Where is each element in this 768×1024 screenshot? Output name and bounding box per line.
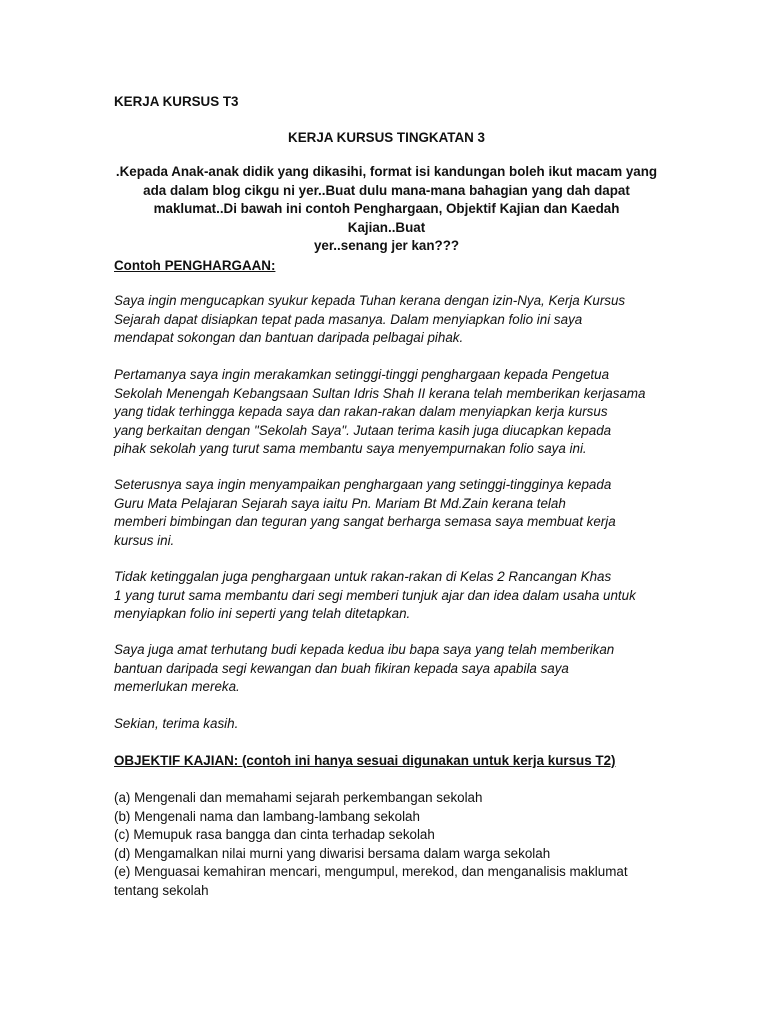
text-line: 1 yang turut sama membantu dari segi memberi tunjuk ajar dan idea dalam usaha untuk: [114, 587, 636, 603]
text-line: Tidak ketinggalan juga penghargaan untuk rakan-rakan di Kelas 2 Rancangan Khas: [114, 569, 612, 584]
penghargaan-heading: Contoh PENGHARGAAN:: [114, 258, 276, 273]
text-line: Sekolah Menengah Kebangsaan Sultan Idris Shah II kerana telah memberikan kerjasama: [114, 385, 646, 401]
main-title: KERJA KURSUS TINGKATAN 3: [288, 130, 485, 145]
text-line: Sejarah dapat disiapkan tepat pada masanya. Dalam menyiapkan folio ini saya: [114, 311, 583, 327]
text-line: kursus ini.: [114, 532, 175, 548]
text-line: Saya ingin mengucapkan syukur kepada Tuhan kerana dengan izin-Nya, Kerja Kursus: [114, 293, 626, 308]
text-line: Guru Mata Pelajaran Sejarah saya iaitu Pn. Mariam Bt Md.Zain kerana telah: [114, 495, 566, 511]
text-line: yang berkaitan dengan "Sekolah Saya". Jutaan terima kasih juga diucapkan kepada: [114, 422, 612, 438]
intro-line: ada dalam blog cikgu ni yer..Buat dulu mana-mana bahagian yang dah dapat: [143, 182, 630, 198]
penghargaan-paragraph-3: [114, 476, 659, 550]
penghargaan-paragraph-2: [114, 366, 659, 459]
text-line: bantuan daripada segi kewangan dan buah fikiran kepada saya apabila saya: [114, 660, 569, 676]
list-item: tentang sekolah: [114, 882, 209, 898]
text-line: Pertamanya saya ingin merakamkan setinggi-tinggi penghargaan kepada Pengetua: [114, 367, 610, 382]
text-line: Sekian, terima kasih.: [114, 716, 239, 731]
text-line: Seterusnya saya ingin menyampaikan penghargaan yang setinggi-tingginya kepada: [114, 477, 612, 492]
text-line: mendapat sokongan dan bantuan daripada pelbagai pihak.: [114, 330, 464, 345]
text-line: pihak sekolah yang turut sama membantu saya menyempurnakan folio saya ini.: [114, 441, 587, 456]
text-line: menyiapkan folio ini seperti yang telah ditetapkan.: [114, 606, 411, 621]
text-line: memberi bimbingan dan teguran yang sangat berharga semasa saya membuat kerja: [114, 514, 616, 529]
header-title: KERJA KURSUS T3: [114, 94, 239, 109]
text-line: memerlukan mereka.: [114, 679, 240, 694]
list-item: (e) Menguasai kemahiran mencari, mengumpul, merekod, dan menganalisis maklumat: [114, 864, 628, 879]
penghargaan-paragraph-4: [114, 568, 659, 624]
intro-paragraph: [114, 163, 659, 256]
list-item: (d) Mengamalkan nilai murni yang diwarisi bersama dalam warga sekolah: [114, 845, 551, 861]
intro-line: maklumat..Di bawah ini contoh Penghargaan, Objektif Kajian dan Kaedah Kajian..Buat: [153, 201, 620, 235]
text-line: Saya juga amat terhutang budi kepada kedua ibu bapa saya yang telah memberikan: [114, 642, 615, 657]
penghargaan-paragraph-1: [114, 292, 659, 348]
objektif-heading: OBJEKTIF KAJIAN: (contoh ini hanya sesuai digunakan untuk kerja kursus T2): [114, 753, 616, 768]
list-item: (a) Mengenali dan memahami sejarah perkembangan sekolah: [114, 790, 483, 805]
penghargaan-paragraph-5: [114, 641, 659, 697]
text-line: yang tidak terhingga kepada saya dan rakan-rakan dalam menyiapkan kerja kursus: [114, 404, 608, 419]
penghargaan-closing: [114, 715, 659, 734]
intro-line: yer..senang jer kan???: [313, 238, 460, 253]
intro-line: .Kepada Anak-anak didik yang dikasihi, format isi kandungan boleh ikut macam yang: [115, 164, 658, 179]
list-item: (c) Memupuk rasa bangga dan cinta terhadap sekolah: [114, 827, 435, 842]
list-item: (b) Mengenali nama dan lambang-lambang sekolah: [114, 808, 420, 824]
objektif-list: [114, 789, 659, 900]
